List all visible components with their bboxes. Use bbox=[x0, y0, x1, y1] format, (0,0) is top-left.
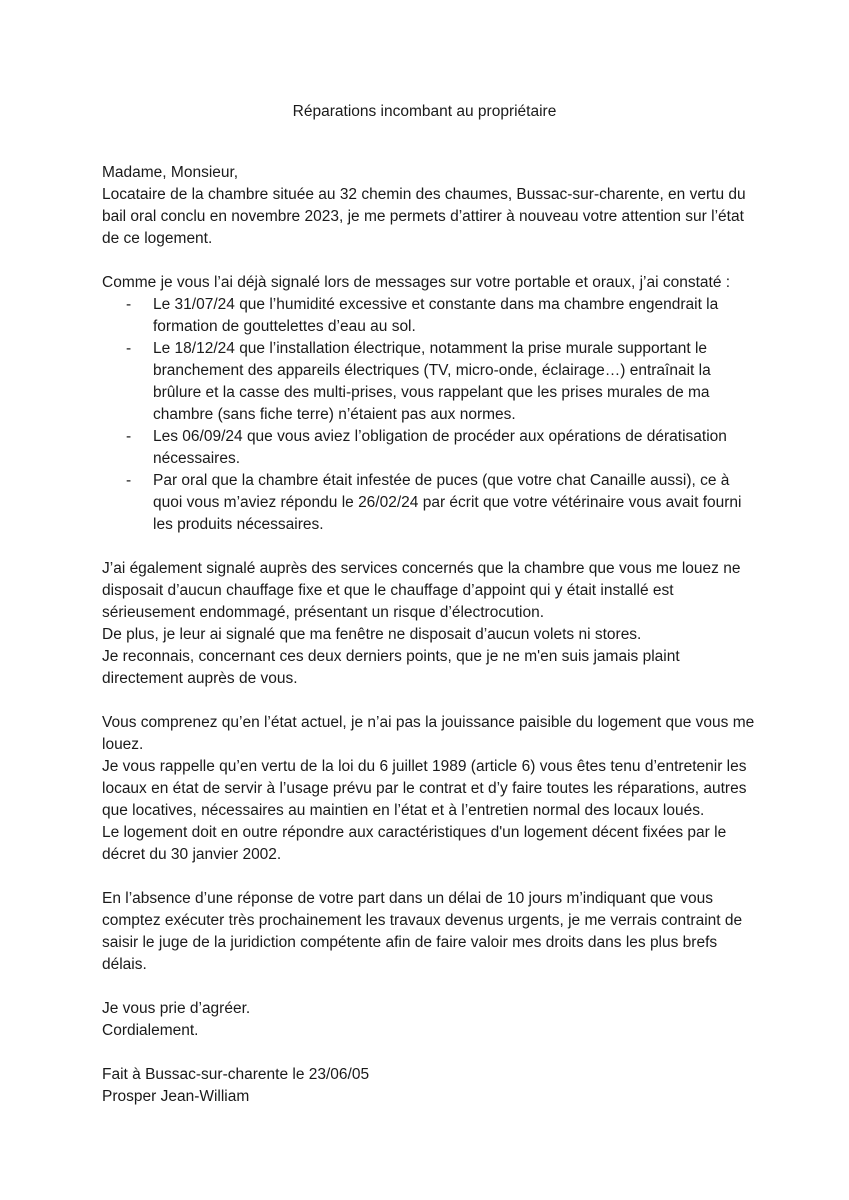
bullet-marker: - bbox=[126, 340, 132, 357]
spacer bbox=[102, 866, 762, 888]
list-item bbox=[102, 338, 762, 426]
finding-text: Le 31/07/24 que l’humidité excessive et constante dans ma chambre engendrait la formation de gouttelettes d’eau au sol. bbox=[153, 296, 719, 335]
place-date: Fait à Bussac-sur-charente le 23/06/05 bbox=[102, 1066, 370, 1083]
bullet-marker: - bbox=[126, 428, 132, 445]
closing-line: Je vous prie d’agréer. bbox=[102, 1000, 251, 1017]
decree-paragraph: Le logement doit en outre répondre aux caractéristiques d'un logement décent fixées par le décret du 30 janvier 2002. bbox=[102, 824, 727, 863]
enjoyment-paragraph: Vous comprenez qu’en l’état actuel, je n’ai pas la jouissance paisible du logement que vous me louez. bbox=[102, 714, 755, 753]
findings-intro: Comme je vous l’ai déjà signalé lors de messages sur votre portable et oraux, j’ai constaté : bbox=[102, 274, 731, 291]
intro-paragraph: Locataire de la chambre située au 32 chemin des chaumes, Bussac-sur-charente, en vertu du bail oral conclu en novembre 2023, je me permets d’attirer à nouveau votre attention sur l’état de ce logement. bbox=[102, 186, 746, 247]
spacer bbox=[102, 536, 762, 558]
spacer bbox=[102, 976, 762, 998]
acknowledgement-paragraph: Je reconnais, concernant ces deux derniers points, que je ne m'en suis jamais plaint directement auprès de vous. bbox=[102, 648, 680, 687]
spacer bbox=[102, 250, 762, 272]
list-item bbox=[102, 470, 762, 536]
finding-text: Par oral que la chambre était infestée de puces (que votre chat Canaille aussi), ce à quoi vous m’aviez répondu le 26/02/24 par écrit que votre vétérinaire vous avait fourni les produits nécessaires. bbox=[153, 472, 742, 533]
windows-paragraph: De plus, je leur ai signalé que ma fenêtre ne disposait d’aucun volets ni stores. bbox=[102, 626, 642, 643]
findings-list bbox=[102, 294, 762, 536]
bullet-marker: - bbox=[126, 472, 132, 489]
list-item bbox=[102, 426, 762, 470]
letter-body bbox=[102, 162, 762, 1108]
finding-text: Les 06/09/24 que vous aviez l’obligation de procéder aux opérations de dératisation nécessaires. bbox=[153, 428, 727, 467]
document-title: Réparations incombant au propriétaire bbox=[292, 103, 557, 120]
closing-line: Cordialement. bbox=[102, 1022, 199, 1039]
services-paragraph: J’ai également signalé auprès des services concernés que la chambre que vous me louez ne disposait d’aucun chauffage fixe et que le chauffage d’appoint qui y était installé est sérieusement endommagé, présentant un risque d’électrocution. bbox=[102, 560, 741, 621]
list-item bbox=[102, 294, 762, 338]
law-paragraph: Je vous rappelle qu’en vertu de la loi du 6 juillet 1989 (article 6) vous êtes tenu d’entretenir les locaux en état de servir à l’usage prévu par le contrat et d’y faire toutes les réparations, autres que locatives, nécessaires au maintien en l’état et à l’entretien normal des locaux loués. bbox=[102, 758, 747, 819]
finding-text: Le 18/12/24 que l’installation électrique, notamment la prise murale supportant le branchement des appareils électriques (TV, micro-onde, éclairage…) entraînait la brûlure et la casse des multi-prises, vous rappelant que les prises murales de ma chambre (sans fiche terre) n’étaient pas aux normes. bbox=[153, 340, 711, 423]
signature-name: Prosper Jean-William bbox=[102, 1088, 250, 1105]
deadline-paragraph: En l’absence d’une réponse de votre part dans un délai de 10 jours m’indiquant que vous comptez exécuter très prochainement les travaux devenus urgents, je me verrais contraint de saisir le juge de la juridiction compétente afin de faire valoir mes droits dans les plus brefs délais. bbox=[102, 890, 743, 973]
salutation: Madame, Monsieur, bbox=[102, 164, 239, 181]
bullet-marker: - bbox=[126, 296, 132, 313]
spacer bbox=[102, 690, 762, 712]
spacer bbox=[102, 1042, 762, 1064]
